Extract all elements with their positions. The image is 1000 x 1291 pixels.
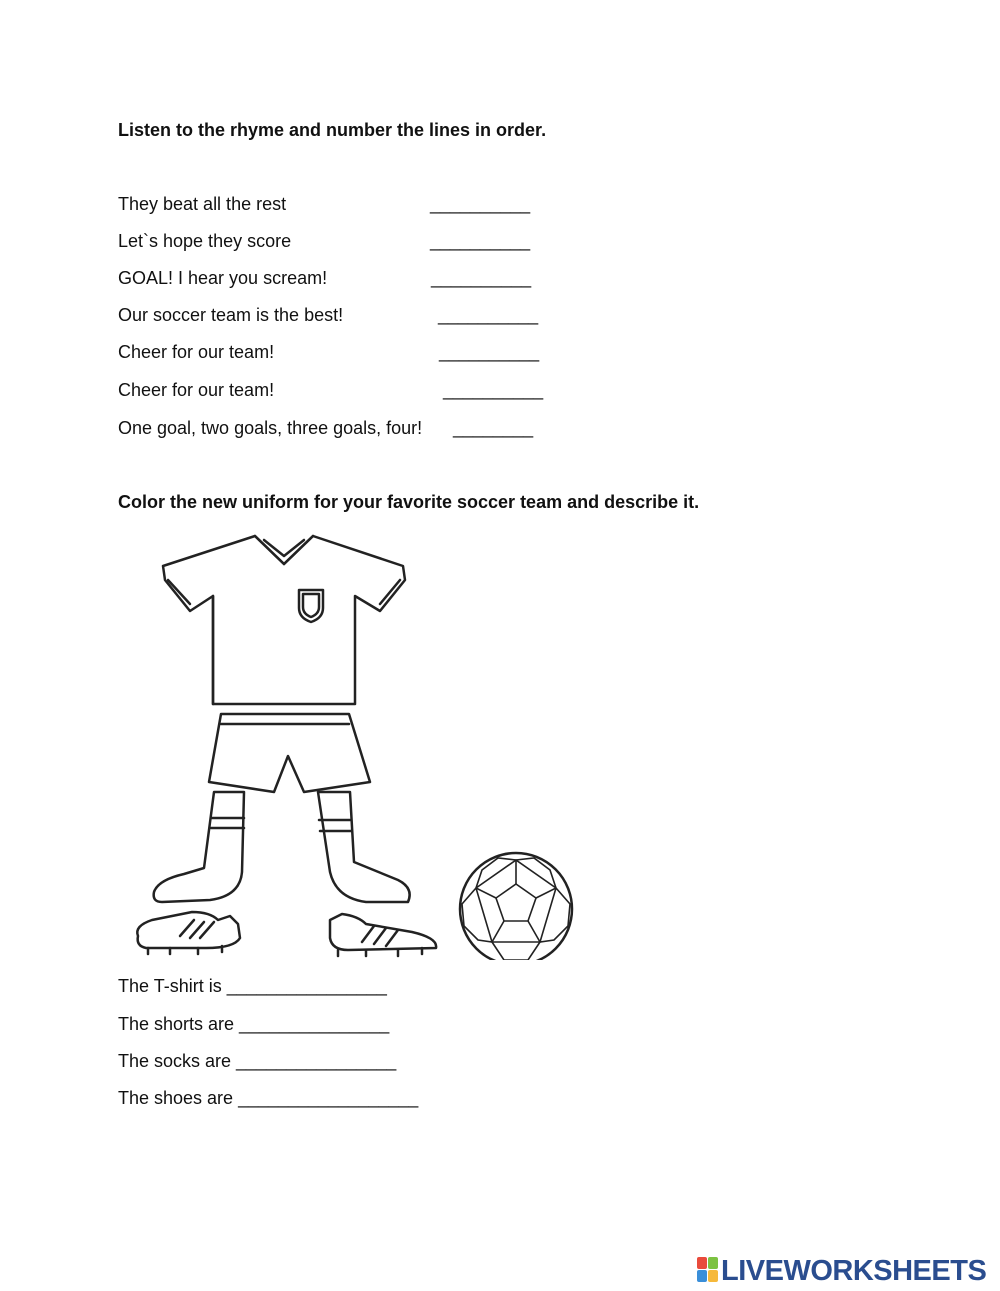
shoes-description[interactable]: The shoes are __________________	[118, 1088, 419, 1108]
rhyme-line-text: Our soccer team is the best!	[118, 305, 344, 325]
socks-description[interactable]: The socks are ________________	[118, 1051, 397, 1071]
rhyme-line	[118, 231, 578, 255]
rhyme-line	[118, 418, 578, 442]
rhyme-line	[118, 380, 578, 404]
number-blank[interactable]: __________	[430, 194, 531, 214]
rhyme-line	[118, 342, 578, 366]
number-blank[interactable]: __________	[443, 380, 544, 400]
rhyme-line-text: One goal, two goals, three goals, four!	[118, 418, 423, 438]
rhyme-line	[118, 194, 578, 218]
rhyme-line-text: Cheer for our team!	[118, 342, 275, 362]
tshirt-outline	[163, 536, 405, 704]
logo-tiles-icon	[697, 1257, 719, 1283]
logo-tile-blue	[697, 1270, 707, 1282]
rhyme-line-text: Let`s hope they score	[118, 231, 292, 251]
logo-tile-green	[708, 1257, 718, 1269]
rhyme-line	[118, 305, 578, 329]
right-sock	[318, 792, 410, 902]
number-blank[interactable]: __________	[438, 305, 539, 325]
logo-text: LIVEWORKSHEETS	[721, 1255, 987, 1287]
number-blank[interactable]: __________	[439, 342, 540, 362]
uniform-heading: Color the new uniform for your favorite soccer team and describe it.	[118, 492, 700, 512]
tshirt-description[interactable]: The T-shirt is ________________	[118, 976, 387, 996]
number-blank[interactable]: ________	[453, 418, 534, 438]
number-blank[interactable]: __________	[430, 231, 531, 251]
rhyme-line-text: Cheer for our team!	[118, 380, 275, 400]
shorts-outline	[209, 714, 370, 792]
shorts-description[interactable]: The shorts are _______________	[118, 1014, 390, 1034]
logo-tile-red	[697, 1257, 707, 1269]
rhyme-line	[118, 268, 578, 292]
left-shoe	[137, 912, 240, 948]
uniform-illustration	[118, 528, 588, 960]
rhyme-line-text: They beat all the rest	[118, 194, 287, 214]
liveworksheets-logo	[697, 1253, 997, 1289]
left-sock	[154, 792, 244, 902]
number-blank[interactable]: __________	[431, 268, 532, 288]
logo-tile-yellow	[708, 1270, 718, 1282]
rhyme-line-text: GOAL! I hear you scream!	[118, 268, 328, 288]
rhyme-heading: Listen to the rhyme and number the lines in order.	[118, 120, 547, 140]
